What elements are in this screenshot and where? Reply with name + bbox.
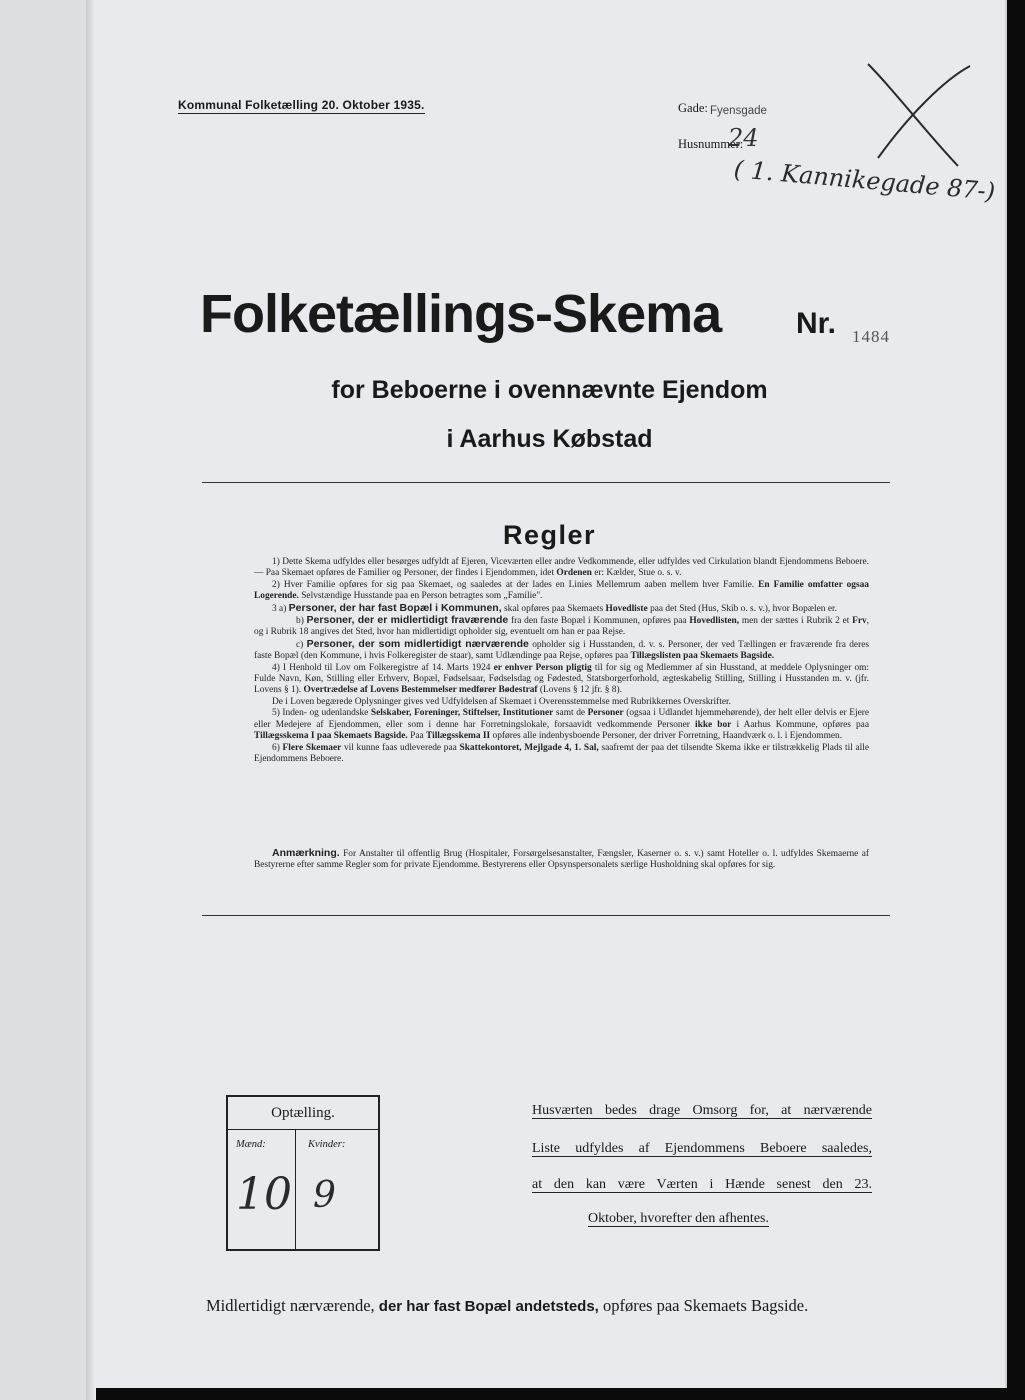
notice-line-2: Liste udfyldes af Ejendommens Beboere saaledes, bbox=[532, 1141, 872, 1156]
rule-2: 2) Hver Familie opføres for sig paa Skemaet, og saaledes at der lades en Linies Mellemrum aaben mellem hver Familie. En Familie omfatter ogsaa Logerende. Selvstændige Husstande paa en Person betragtes som „Familie". bbox=[254, 579, 869, 602]
form-subtitle-2: i Aarhus Købstad bbox=[446, 425, 653, 453]
maend-count: 10 bbox=[236, 1169, 292, 1220]
divider-bottom bbox=[202, 915, 890, 916]
binding-spine bbox=[0, 0, 92, 1400]
rule-5: 5) Inden- og udenlandske Selskaber, Foreninger, Stiftelser, Institutioner samt de Personer (ogsaa i Udlandet hjemmehørende), der helt eller delvis er Ejere eller Medejere af Ejendommen, eller som i denne har Forretningslokale, forsaavidt vedkommende Personer ikke bor i Aarhus Kommune, opføres paa Tillægsskema I paa Skemaets Bagside. Paa Tillægsskema II opføres alle indenbysboende Personer, der driver Forretning, Haandværk o. l. i Ejendommen. bbox=[254, 708, 870, 742]
notice-line-1: Husværten bedes drage Omsorg for, at nærværende bbox=[532, 1103, 872, 1118]
rule-4: 4) I Henhold til Lov om Folkeregistre af 14. Marts 1924 er enhver Person pligtig til for sig og Medlemmer af sin Husstand, at meddele Oplysninger om: Fulde Navn, Køn, Stilling eller Erhverv, Bopæl, Fødselsaar, Fødselsdag og Fødested, Statsborgerforhold, ægteskabelig Stilling, Stilling i Husstanden m. v. (jfr. Lovens § 1). Overtrædelse af Lovens Bestemmelser medfører Bødestraf (Lovens § 12 jfr. § 8). bbox=[254, 662, 870, 696]
rule-6: 6) Flere Skemaer vil kunne faas udleverede paa Skattekontoret, Mejlgade 4, 1. Sal, saafremt der paa det tilsendte Skema ikke er tilstrækkelig Plads til alle Ejendommens Beboere. bbox=[254, 742, 870, 764]
regler-heading: Regler bbox=[502, 520, 597, 550]
maend-label: Mænd: bbox=[236, 1139, 266, 1150]
regler-text bbox=[254, 557, 869, 765]
footer-note: Midlertidigt nærværende, der har fast Bopæl andetsteds, opføres paa Skemaets Bagside. bbox=[206, 1296, 809, 1315]
rule-4-extra: De i Loven begærede Oplysninger gives ved Udfyldelsen af Skemaet i Overensstemmelse med Rubrikkernes Overskrifter. bbox=[272, 696, 731, 707]
husnummer-label: Husnummer: bbox=[678, 137, 744, 151]
notice-line-3: at den kan være Værten i Hænde senest den 23. bbox=[532, 1177, 872, 1192]
kvinder-count: 9 bbox=[313, 1175, 336, 1216]
rule-3a: 3 a) Personer, der har fast Bopæl i Kommunen, skal opføres paa Skemaets Hovedliste paa det Sted (Hus, Skib o. s. v.), hvor Bopælen er. bbox=[272, 601, 837, 614]
handwritten-cross-mark bbox=[854, 60, 974, 170]
anmaerkning-text: For Anstalter til offentlig Brug (Hospitaler, Forsørgelsesanstalter, Fængsler, Kaserner o. s. v.) samt Hoteller o. l. udfyldes Skemaerne af Bestyrerne efter samme Regler som for private Ejendomme. Bestyrerens eller Opsynspersonalets særlige Husholdning skal opføres for sig. bbox=[254, 849, 870, 871]
form-subtitle-1: for Beboerne i ovennævnte Ejendom bbox=[331, 376, 768, 404]
optaelling-divider bbox=[295, 1130, 296, 1249]
divider-top bbox=[202, 482, 890, 483]
gade-label: Gade: bbox=[678, 101, 708, 115]
form-number-label: Nr. bbox=[796, 307, 837, 340]
husnummer-value: 24 bbox=[728, 124, 759, 152]
gade-value: Fyensgade bbox=[710, 105, 767, 117]
rule-3c: c) Personer, der som midlertidigt nærværende opholder sig i Husstanden, d. v. s. Personer, der ved Tællingen er fraværende fra deres faste Bopæl (den Kommune, i hvis Folkeregister de staar), samt Udlændinge paa Rejse, opføres paa Tillægslisten paa Skemaets Bagside. bbox=[254, 637, 870, 662]
rule-1: 1) Dette Skema udfyldes eller besørges udfyldt af Ejeren, Viceværten eller andre Vedkommende, eller udfyldes ved Cirkulation blandt Ejendommens Beboere. — Paa Skemaet opføres de Familier og Personer, der findes i Ejendommen, idet Ordenen er: Kælder, Stue o. s. v. bbox=[254, 557, 869, 579]
handwritten-address-note: ( 1. Kannikegade 87-) bbox=[732, 155, 997, 206]
anmaerkning-label: Anmærkning. bbox=[272, 847, 340, 859]
optaelling-title: Optælling. bbox=[228, 1097, 378, 1130]
census-title: Kommunal Folketælling 20. Oktober 1935. bbox=[178, 98, 425, 112]
anmaerkning-paragraph bbox=[254, 848, 869, 872]
census-form-page bbox=[94, 0, 1007, 1388]
kvinder-label: Kvinder: bbox=[308, 1139, 346, 1150]
form-title: Folketællings-Skema bbox=[200, 284, 722, 344]
notice-line-4: Oktober, hvorefter den afhentes. bbox=[588, 1211, 769, 1226]
rule-3b: b) Personer, der er midlertidigt fraværende fra den faste Bopæl i Kommunen, opføres paa Hovedlisten, men der sættes i Rubrik 2 et Frv, og i Rubrik 18 angives det Sted, hvor han midlertidigt opholder sig, eventuelt om han er paa Rejse. bbox=[254, 614, 870, 638]
optaelling-box bbox=[226, 1095, 380, 1251]
form-number-value: 1484 bbox=[852, 327, 890, 346]
